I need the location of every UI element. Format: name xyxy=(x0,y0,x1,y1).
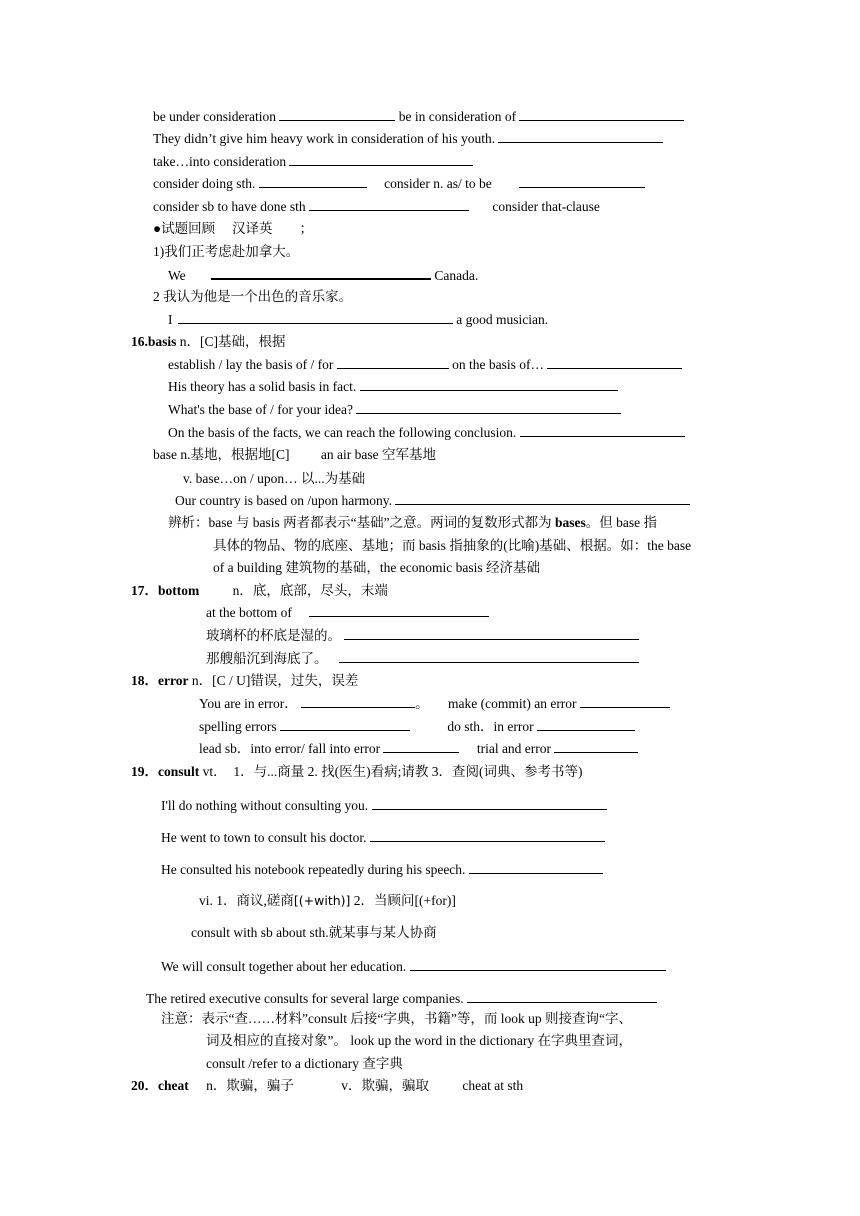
answer-blank xyxy=(309,604,489,617)
answer-blank xyxy=(344,627,639,640)
answer-blank xyxy=(309,198,469,211)
line-19: 辨析：base 与 basis 两者都表示“基础”之意。两词的复数形式都为 bases。但 base 指 xyxy=(168,515,657,530)
line-6: ●试题回顾 汉译英 ； xyxy=(153,221,314,236)
line-27: You are in error． 。 make (commit) an error xyxy=(199,695,670,713)
answer-blank xyxy=(580,695,670,708)
line-21: of a building 建筑物的基础，the economic basis 经济基础 xyxy=(213,560,540,575)
line-3: take…into consideration xyxy=(153,153,473,171)
line-10: I a good musician. xyxy=(168,312,549,327)
line-24: 玻璃杯的杯底是湿的。 xyxy=(206,627,639,645)
line-18: Our country is based on /upon harmony. xyxy=(175,492,690,510)
line-32: He went to town to consult his doctor. xyxy=(161,829,605,847)
line-2: They didn’t give him heavy work in consideration of his youth. xyxy=(153,130,663,148)
answer-blank xyxy=(520,424,685,437)
line-1: be under consideration be in consideration of xyxy=(153,108,684,126)
line-22: 17．bottom n．底，底部，尽头，末端 xyxy=(131,583,388,598)
answer-blank xyxy=(289,153,473,166)
line-30: 19．consult vt． 1．与...商量 2. 找(医生)看病;请教 3．查阅(词典、参考书等) xyxy=(131,764,583,779)
line-12: establish / lay the basis of / for on the basis of… xyxy=(168,356,682,374)
answer-blank xyxy=(211,266,431,280)
answer-blank xyxy=(370,829,605,842)
line-38: 注意：表示“查……材料”consult 后接“字典，书籍”等，而 look up 则接查询“字、 xyxy=(161,1011,632,1026)
answer-blank xyxy=(467,990,657,1003)
line-11: 16.basis n．[C]基础，根据 xyxy=(131,334,286,349)
line-28: spelling errors do sth．in error xyxy=(199,718,635,736)
answer-blank xyxy=(337,356,449,369)
answer-blank xyxy=(372,797,607,810)
answer-blank xyxy=(519,108,684,121)
answer-blank xyxy=(356,401,621,414)
line-25: 那艘船沉到海底了。 xyxy=(206,650,639,668)
answer-blank xyxy=(339,650,639,663)
answer-blank xyxy=(279,108,395,121)
line-29: lead sb．into error/ fall into error trial and error xyxy=(199,740,638,758)
line-16: base n.基地，根据地[C] an air base 空军基地 xyxy=(153,447,436,462)
answer-blank xyxy=(395,492,690,505)
answer-blank xyxy=(360,378,618,391)
answer-blank xyxy=(178,311,453,324)
answer-blank xyxy=(498,130,663,143)
line-14: What's the base of / for your idea? xyxy=(168,401,621,419)
line-4: consider doing sth. consider n. as/ to be xyxy=(153,175,645,193)
answer-blank xyxy=(410,958,666,971)
answer-blank xyxy=(519,175,645,188)
line-20: 具体的物品、物的底座、基地；而 basis 指抽象的(比喻)基础、根据。如：the base xyxy=(213,538,692,553)
line-13: His theory has a solid basis in fact. xyxy=(168,378,618,396)
line-37: The retired executive consults for several large companies. xyxy=(146,990,657,1008)
line-35: consult with sb about sth.就某事与某人协商 xyxy=(191,925,437,940)
answer-blank xyxy=(301,695,415,708)
answer-blank xyxy=(383,740,459,753)
line-8: We Canada. xyxy=(168,268,479,283)
line-31: I'll do nothing without consulting you. xyxy=(161,797,607,815)
line-26: 18．error n．[C / U]错误，过失，误差 xyxy=(131,673,359,688)
line-17: v. base…on / upon… 以...为基础 xyxy=(183,471,366,486)
answer-blank xyxy=(537,718,635,731)
answer-blank xyxy=(280,718,410,731)
line-7: 1)我们正考虑赴加拿大。 xyxy=(153,244,300,259)
answer-blank xyxy=(259,175,367,188)
line-23: at the bottom of xyxy=(206,604,489,622)
answer-blank xyxy=(554,740,638,753)
line-36: We will consult together about her education. xyxy=(161,958,666,976)
answer-blank xyxy=(547,356,682,369)
line-34: vi. 1．商议,磋商[(+with)] 2．当顾问[(+for)] xyxy=(199,893,456,908)
line-41: 20．cheat n．欺骗，骗子 v．欺骗，骗取 cheat at sth xyxy=(131,1078,524,1093)
line-5: consider sb to have done sth consider that-clause xyxy=(153,199,600,214)
line-15: On the basis of the facts, we can reach the following conclusion. xyxy=(168,424,685,442)
line-9: 2 我认为他是一个出色的音乐家。 xyxy=(153,289,353,304)
line-39: 词及相应的直接对象”。 look up the word in the dictionary 在字典里查词， xyxy=(206,1033,632,1048)
line-33: He consulted his notebook repeatedly during his speech. xyxy=(161,861,603,879)
answer-blank xyxy=(469,861,603,874)
line-40: consult /refer to a dictionary 查字典 xyxy=(206,1056,403,1071)
